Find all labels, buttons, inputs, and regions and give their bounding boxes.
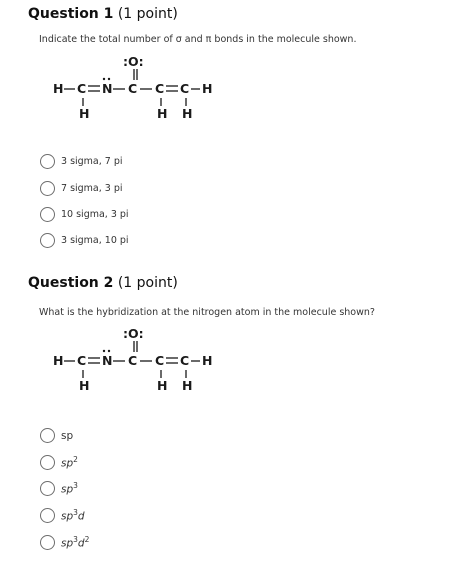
- hybrid-base: sp: [61, 537, 74, 550]
- atom-h-c3: H: [157, 378, 168, 393]
- atom-h-c4: H: [182, 106, 193, 121]
- atom-n: N: [102, 81, 113, 96]
- atom-c3: C: [155, 81, 165, 96]
- radio-button[interactable]: [40, 535, 55, 550]
- q2-option-2[interactable]: [40, 455, 78, 470]
- question-1-number: Question 1: [28, 6, 114, 22]
- question-1-prompt: Indicate the total number of σ and π bonds in the molecule shown.: [39, 34, 357, 45]
- atom-h-c4: H: [182, 378, 193, 393]
- q1-option-3[interactable]: [40, 207, 129, 222]
- atom-h-left: H: [53, 81, 64, 96]
- option-label: [61, 430, 73, 442]
- q1-option-1[interactable]: [40, 154, 123, 169]
- atom-h-c1: H: [79, 378, 90, 393]
- hybrid-base: sp: [61, 483, 74, 496]
- option-label: [61, 481, 78, 496]
- option-label: 10 sigma, 3 pi: [61, 209, 129, 220]
- hybrid-suffix: d: [77, 510, 85, 523]
- hybrid-base: sp: [61, 457, 74, 470]
- q2-option-5[interactable]: [40, 535, 89, 550]
- molecule-structure-2: [48, 322, 238, 394]
- lone-pair-dot: [108, 350, 110, 352]
- atom-c4: C: [180, 353, 190, 368]
- radio-button[interactable]: [40, 455, 55, 470]
- hybrid-base: sp: [61, 429, 74, 442]
- radio-button[interactable]: [40, 154, 55, 169]
- option-label: 3 sigma, 7 pi: [61, 156, 123, 167]
- q1-option-4[interactable]: [40, 233, 129, 248]
- option-label: [61, 508, 85, 523]
- hybrid-suffix: d: [77, 537, 85, 550]
- q2-option-1[interactable]: [40, 428, 73, 443]
- question-1-title: [28, 6, 178, 22]
- question-2-prompt: What is the hybridization at the nitrogen atom in the molecule shown?: [39, 307, 375, 318]
- radio-button[interactable]: [40, 181, 55, 196]
- atom-c1: C: [77, 81, 87, 96]
- q2-option-4[interactable]: [40, 508, 85, 523]
- hybrid-exponent: 3: [73, 508, 78, 518]
- lone-pair-dot: [103, 350, 105, 352]
- radio-button[interactable]: [40, 508, 55, 523]
- question-2-points: (1 point): [117, 275, 178, 291]
- atom-h-c3: H: [157, 106, 168, 121]
- q1-option-2[interactable]: [40, 181, 123, 196]
- oxygen-atom: :O:: [123, 54, 144, 69]
- atom-h-right: H: [202, 353, 213, 368]
- atom-c2: C: [128, 353, 138, 368]
- atom-h-c1: H: [79, 106, 90, 121]
- hybrid-exponent-2: 2: [84, 535, 90, 545]
- atom-c4: C: [180, 81, 190, 96]
- atom-h-left: H: [53, 353, 64, 368]
- atom-c2: C: [128, 81, 138, 96]
- atom-c3: C: [155, 353, 165, 368]
- oxygen-atom: :O:: [123, 326, 144, 341]
- radio-button[interactable]: [40, 428, 55, 443]
- atom-c1: C: [77, 353, 87, 368]
- question-1-molecule: [48, 50, 238, 126]
- radio-button[interactable]: [40, 233, 55, 248]
- radio-button[interactable]: [40, 207, 55, 222]
- q2-option-3[interactable]: [40, 481, 78, 496]
- hybrid-exponent: 3: [73, 535, 78, 545]
- question-2-number: Question 2: [28, 275, 114, 291]
- hybrid-exponent: 3: [73, 481, 78, 491]
- option-label: [61, 455, 78, 470]
- option-label: 3 sigma, 10 pi: [61, 235, 129, 246]
- option-label: [61, 535, 89, 550]
- hybrid-base: sp: [61, 510, 74, 523]
- atom-h-right: H: [202, 81, 213, 96]
- atom-n: N: [102, 353, 113, 368]
- question-1-points: (1 point): [117, 6, 178, 22]
- option-label: 7 sigma, 3 pi: [61, 183, 123, 194]
- question-2-molecule: [48, 322, 238, 398]
- hybrid-exponent: 2: [73, 455, 78, 465]
- radio-button[interactable]: [40, 481, 55, 496]
- lone-pair-dot: [103, 78, 105, 80]
- question-2-title: [28, 275, 178, 291]
- lone-pair-dot: [108, 78, 110, 80]
- molecule-structure-1: [48, 50, 238, 122]
